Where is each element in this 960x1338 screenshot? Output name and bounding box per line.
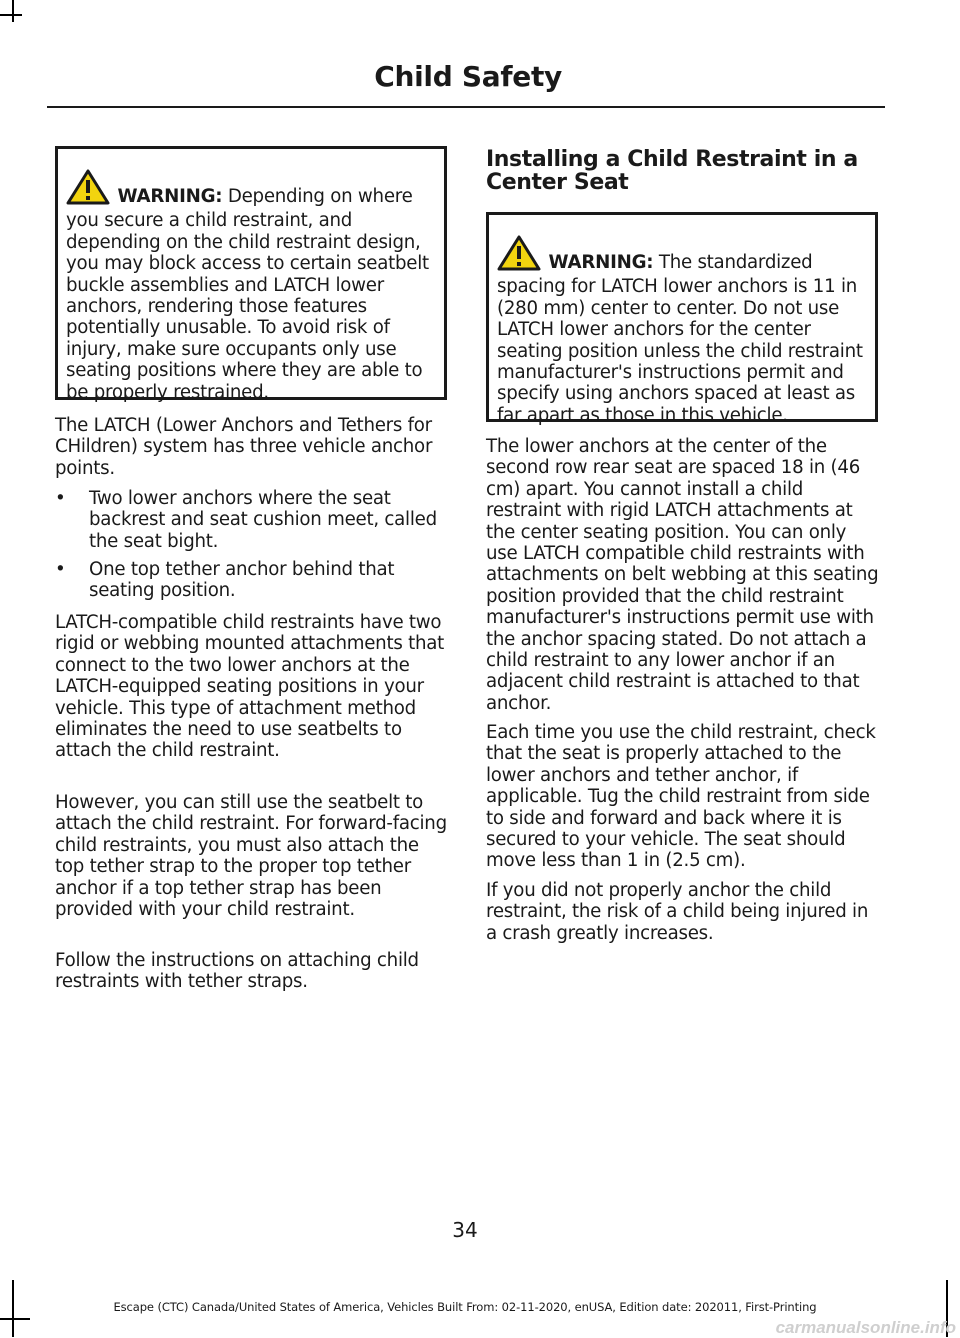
warning-text: The standardized spacing for LATCH lower anchors is 11 in (280 mm) center to center. Do not use LATCH lower anchors for the center seating position unless the child restraint manufacturer's instructions permit and specify using anchors spaced at least as far apart as those in this vehicle. [497, 252, 863, 426]
warning-box-left [55, 146, 447, 403]
latch-compatible-paragraph: LATCH-compatible child restraints have two rigid or webbing mounted attachments that connect to the two lower anchors at the LATCH-equipped seating positions in your vehicle. This type of attachment method eliminates the need to use seatbelts to attach the child restraint. [55, 612, 445, 762]
seatbelt-paragraph: However, you can still use the seatbelt to attach the child restraint. For forward-facing child restraints, you must also attach the top tether strap to the proper top tether anchor if a top tether strap has been provided with your child restraint. [55, 792, 447, 921]
risk-paragraph: If you did not properly anchor the child restraint, the risk of a child being injured in a crash greatly increases. [486, 880, 869, 944]
bullet-marker: • [55, 488, 66, 509]
page-title: Child Safety [374, 60, 562, 93]
warning-text: Depending on where you secure a child restraint, and depending on the child restraint design, you may block access to certain seatbelt buckle assemblies and LATCH lower anchors, rendering those features potentially unusable. To avoid risk of injury, make sure occupants only use seating positions where they are able to be properly restrained. [66, 186, 429, 403]
crop-mark-bottom-left-h [0, 1318, 30, 1320]
warning-triangle-icon [66, 169, 110, 210]
warning-triangle-icon [497, 235, 541, 276]
header-divider [47, 106, 885, 108]
footer-edition-info: Escape (CTC) Canada/United States of America, Vehicles Built From: 02-11-2020, enUSA, Edition date: 202011, First-Printing [113, 1300, 817, 1314]
bullet-text: One top tether anchor behind that seating position. [89, 559, 395, 602]
crop-mark-top-left-h [0, 14, 22, 16]
center-anchors-paragraph: The lower anchors at the center of the second row rear seat are spaced 18 in (46 cm) apart. You cannot install a child restraint with rigid LATCH attachments at the center seating position. You can only use LATCH compatible child restraints with attachments on belt webbing at this seating position provided that the child restraint manufacturer's instructions permit use with the anchor spacing stated. Do not attach a child restraint to any lower anchor if an adjacent child restraint is attached to that anchor. [486, 436, 879, 714]
check-attachment-paragraph: Each time you use the child restraint, check that the seat is properly attached to the lower anchors and tether anchor, if applicable. Tug the child restraint from side to side and forward and back where it is secured to your vehicle. The seat should move less than 1 in (2.5 cm). [486, 722, 876, 872]
warning-label: WARNING: [548, 252, 654, 273]
watermark: carmanualsonline.info [775, 1318, 956, 1337]
bullet-marker: • [55, 559, 66, 580]
crop-mark-top-left-v [12, 0, 14, 22]
bullet-item [55, 488, 447, 552]
page-number: 34 [452, 1218, 478, 1242]
warning-box-right [486, 212, 878, 426]
latch-intro-paragraph: The LATCH (Lower Anchors and Tethers for CHildren) system has three vehicle anchor points. [55, 415, 433, 479]
section-heading: Installing a Child Restraint in a Center Seat [486, 147, 858, 195]
tether-instructions-paragraph: Follow the instructions on attaching child restraints with tether straps. [55, 950, 419, 993]
warning-label: WARNING: [117, 186, 223, 207]
bullet-item [55, 559, 447, 603]
bullet-text: Two lower anchors where the seat backrest and seat cushion meet, called the seat bight. [89, 488, 437, 552]
